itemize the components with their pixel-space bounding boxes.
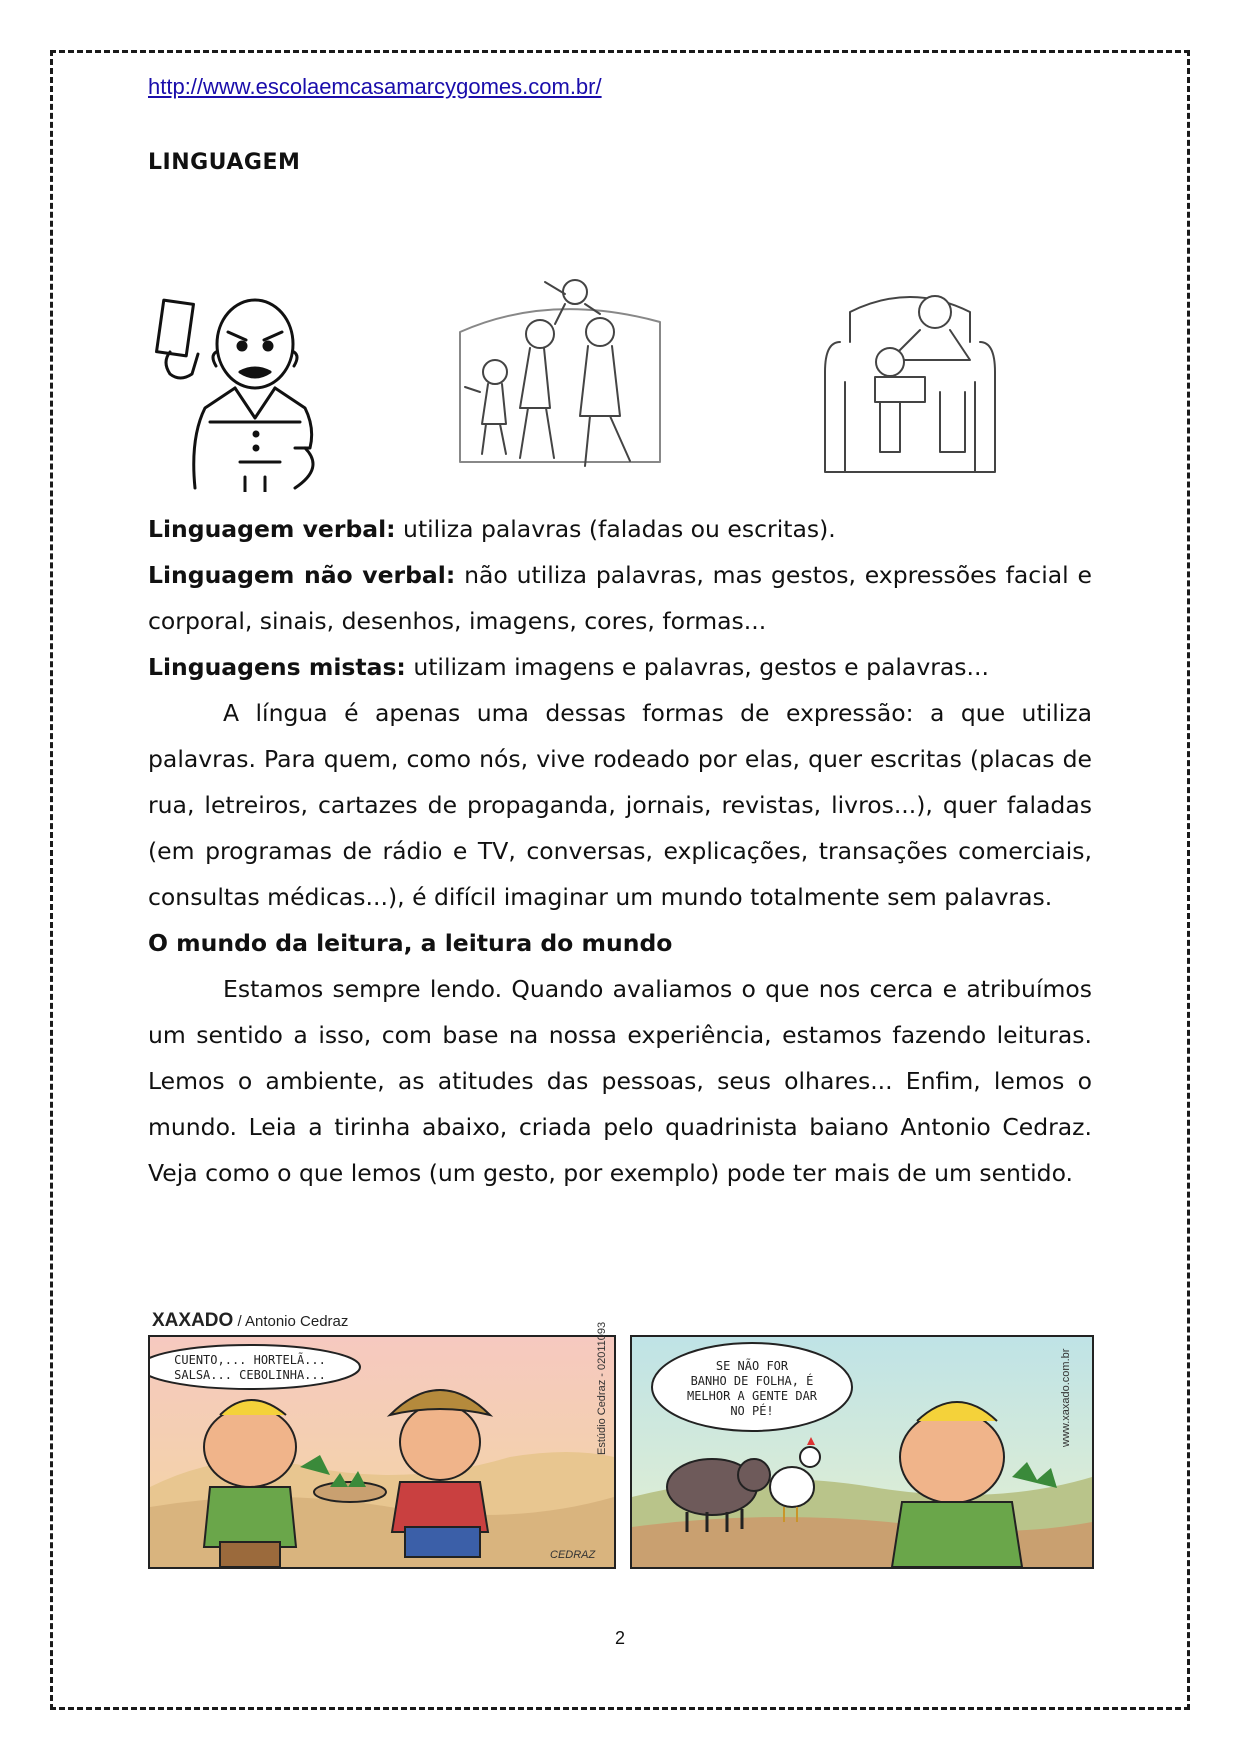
definition-term: Linguagem verbal:: [148, 515, 396, 543]
definition-mixed: [148, 644, 1092, 690]
balloon-line: SALSA... CEBOLINHA...: [174, 1368, 326, 1382]
balloon-line: BANHO DE FOLHA, É: [690, 1374, 814, 1388]
comic-panel-2-art: [632, 1337, 1092, 1567]
definition-text: não utiliza palavras, mas gestos, expressões facial e corporal, sinais, desenhos, imagens, cores, formas...: [148, 561, 1092, 635]
definition-nonverbal: [148, 552, 1092, 644]
studio-credit: Estúdio Cedraz - 02011093: [596, 1321, 608, 1455]
family-walking-illustration: [450, 272, 680, 492]
balloon-line: SE NÃO FOR: [715, 1359, 789, 1373]
site-link[interactable]: http://www.escolaemcasamarcygomes.com.br/: [148, 74, 602, 99]
page-title: LINGUAGEM: [148, 150, 301, 175]
comic-author: / Antonio Cedraz: [233, 1313, 349, 1330]
comic-panel-1: [148, 1335, 616, 1569]
balloon-line: CUENTO,... HORTELÃ...: [174, 1353, 326, 1367]
comic-title: [152, 1310, 348, 1332]
definition-verbal: [148, 506, 1092, 552]
definition-text: utilizam imagens e palavras, gestos e palavras...: [405, 653, 989, 681]
definition-text: utiliza palavras (faladas ou escritas).: [395, 515, 836, 543]
paragraph-reading: Estamos sempre lendo. Quando avaliamos o que nos cerca e atribuímos um sentido a isso, com base na nossa experiência, estamos fazendo leituras. Lemos o ambiente, as atitudes das pessoas, seus olhares... Enfim, lemos o mundo. Leia a tirinha abaixo, criada pelo quadrinista baiano Antonio Cedraz. Veja como o que lemos (um gesto, por exemplo) pode ter mais de um sentido.: [148, 975, 1092, 1187]
balloon-line: NO PÉ!: [730, 1404, 774, 1418]
section-subheading: O mundo da leitura, a leitura do mundo: [148, 929, 673, 957]
comic-name: XAXADO: [152, 1310, 234, 1331]
definition-term: Linguagens mistas:: [148, 653, 406, 681]
comic-signature: CEDRAZ: [550, 1549, 596, 1561]
definition-term: Linguagem não verbal:: [148, 561, 456, 589]
site-credit: www.xaxado.com.br: [1060, 1348, 1072, 1447]
balloon-line: MELHOR A GENTE DAR: [686, 1389, 818, 1403]
angry-man-illustration: [150, 292, 350, 492]
page-number: 2: [614, 1628, 625, 1648]
definitions-block: [148, 506, 1092, 1196]
comic-panel-1-art: [150, 1337, 614, 1567]
reading-armchair-illustration: [820, 282, 1000, 487]
comic-panel-2: [630, 1335, 1094, 1569]
paragraph-language: A língua é apenas uma dessas formas de expressão: a que utiliza palavras. Para quem, como nós, vive rodeado por elas, quer escritas (placas de rua, letreiros, cartazes de propaganda, jornais, revistas, livros...), quer faladas (em programas de rádio e TV, conversas, explicações, transações comerciais, consultas médicas...), é difícil imaginar um mundo totalmente sem palavras.: [148, 699, 1092, 911]
